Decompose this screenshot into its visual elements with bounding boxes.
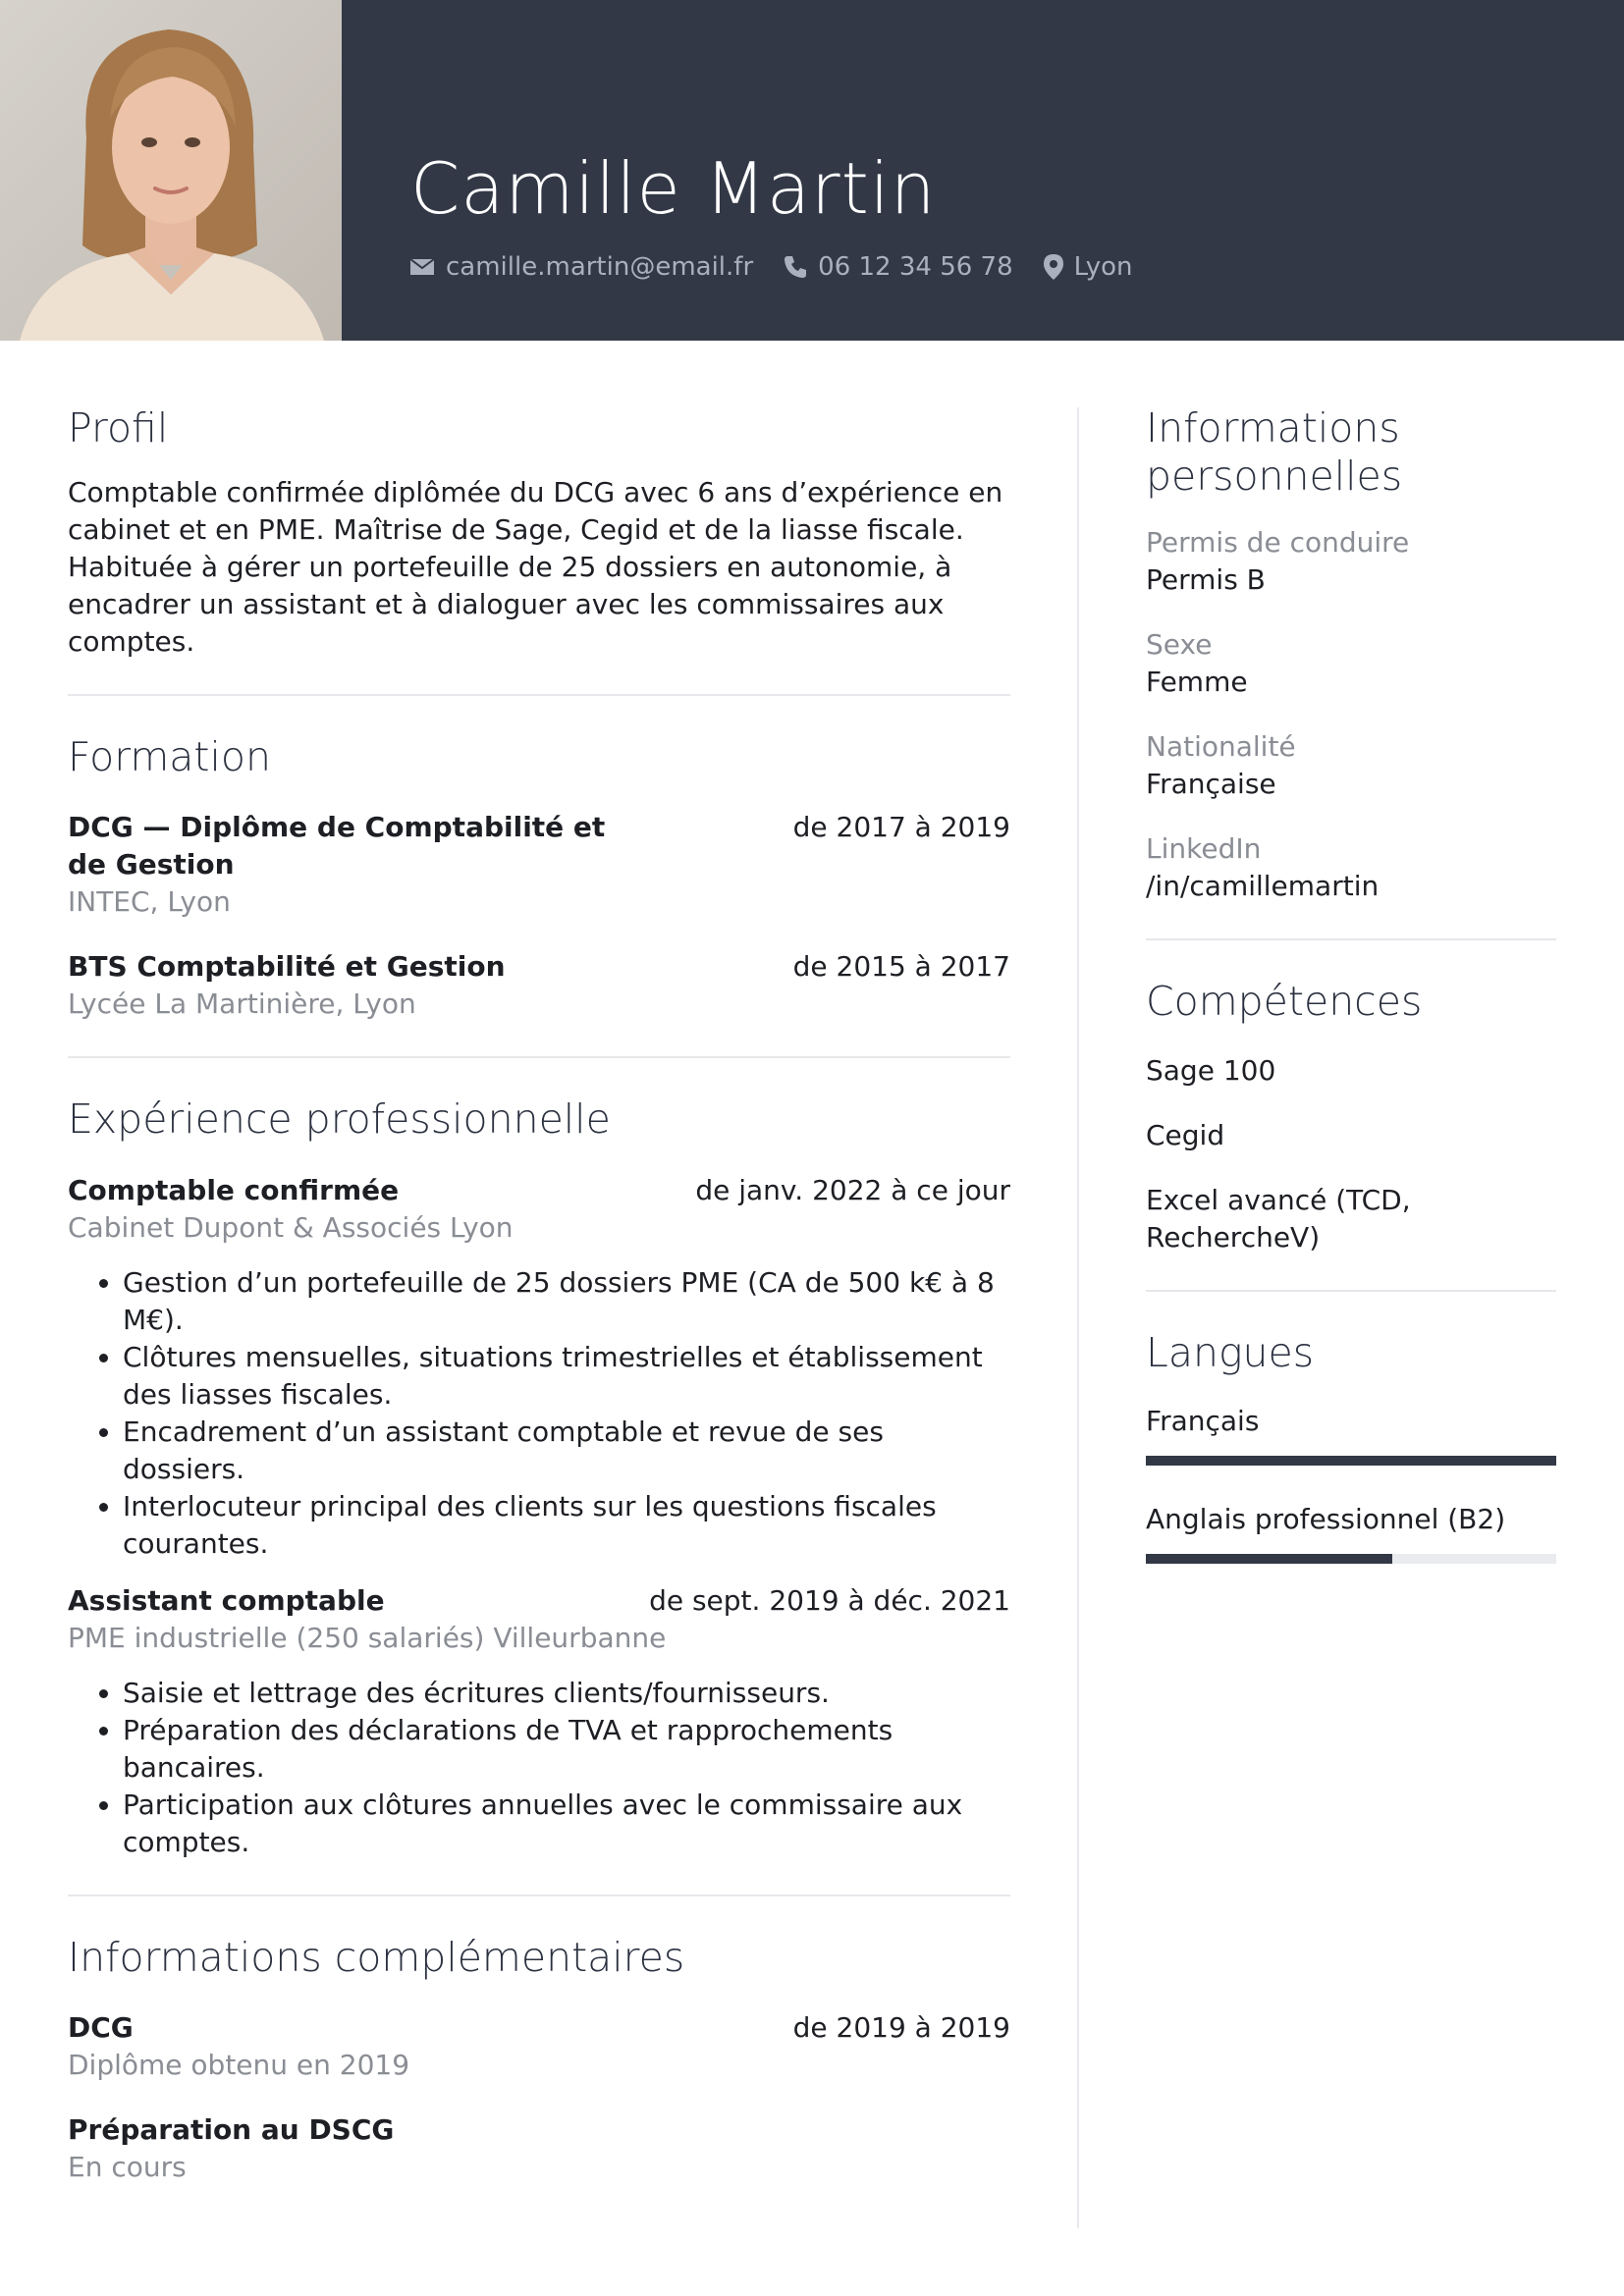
divider	[68, 1056, 1010, 1058]
section-title: Informations complémentaires	[68, 1933, 685, 1981]
field-value: Permis B	[1146, 563, 1266, 597]
main-column	[68, 404, 1010, 2186]
entry-sub: En cours	[68, 2150, 187, 2183]
section-title: Expérience professionnelle	[68, 1095, 611, 1144]
entry-place: Cabinet Dupont & Associés Lyon	[68, 1210, 514, 1244]
section-title: Formation	[68, 733, 271, 781]
contact-email[interactable]	[408, 252, 753, 282]
skill-item: Sage 100	[1146, 1053, 1276, 1087]
entry-place: Lycée La Martinière, Lyon	[68, 988, 416, 1021]
additional-item	[68, 2111, 1010, 2186]
phone-text: 06 12 34 56 78	[818, 252, 1013, 282]
language-name: Français	[1146, 1404, 1260, 1437]
list-item: • Clôtures mensuelles, situations trimestrielles et établissement des liasses fiscales.	[123, 1339, 1010, 1414]
experience-item	[68, 1172, 1010, 1563]
entry-title: Préparation au DSCG	[68, 2112, 395, 2146]
education-section	[68, 733, 1010, 1023]
bullet-list	[68, 1264, 1010, 1563]
entry-date: de 2017 à 2019	[792, 811, 1010, 844]
list-item: • Préparation des déclarations de TVA et rapprochements bancaires.	[123, 1712, 1010, 1787]
profile-section	[68, 404, 1010, 661]
personal-field	[1146, 524, 1556, 599]
skill-item: Excel avancé (TCD, RechercheV)	[1146, 1183, 1411, 1254]
personal-field	[1146, 626, 1556, 701]
field-label: LinkedIn	[1146, 832, 1262, 866]
language-level-fill	[1146, 1456, 1556, 1466]
list-item: • Saisie et lettrage des écritures clients/fournisseurs.	[123, 1675, 1010, 1712]
entry-title: DCG	[68, 2010, 134, 2044]
list-item: • Encadrement d’un assistant comptable et revue de ses dossiers.	[123, 1414, 1010, 1488]
divider	[1146, 1290, 1556, 1292]
entry-date: de sept. 2019 à déc. 2021	[649, 1583, 1010, 1617]
field-value: Française	[1146, 768, 1276, 801]
contact-info	[408, 252, 1163, 282]
bullet-list	[68, 1675, 1010, 1861]
field-label: Permis de conduire	[1146, 526, 1410, 560]
section-title: Langues	[1146, 1328, 1315, 1376]
languages-section	[1146, 1329, 1556, 1564]
divider	[68, 694, 1010, 696]
section-title: Compétences	[1146, 978, 1423, 1026]
entry-date: de janv. 2022 à ce jour	[695, 1173, 1010, 1206]
skill-item: Cegid	[1146, 1118, 1225, 1151]
entry-place: PME industrielle (250 salariés) Villeurbanne	[68, 1621, 667, 1654]
side-column	[1146, 404, 1556, 1564]
education-item	[68, 809, 1010, 921]
additional-item	[68, 2009, 1010, 2084]
section-title: Informations personnelles	[1146, 404, 1403, 501]
map-pin-icon	[1043, 253, 1064, 281]
header-banner	[342, 0, 1624, 341]
divider	[1146, 938, 1556, 940]
profile-text: Comptable confirmée diplômée du DCG avec 6 ans d’expérience en cabinet et en PME. Maîtrise de Sage, Cegid et de la liasse fiscale. Habituée à gérer un portefeuille de 25 dossiers en autonomie, à encadrer un assistant et à dialoguer avec les commissaires aux comptes.	[68, 476, 1003, 659]
personal-field	[1146, 728, 1556, 803]
personal-section	[1146, 404, 1556, 905]
profile-photo	[0, 0, 342, 341]
email-text: camille.martin@email.fr	[446, 252, 754, 282]
list-item: • Gestion d’un portefeuille de 25 dossiers PME (CA de 500 k€ à 8 M€).	[123, 1264, 1010, 1339]
education-item	[68, 948, 1010, 1023]
additional-section	[68, 1934, 1010, 2186]
language-name: Anglais professionnel (B2)	[1146, 1502, 1506, 1535]
divider	[68, 1895, 1010, 1896]
personal-field	[1146, 830, 1556, 905]
field-label: Sexe	[1146, 628, 1213, 662]
field-value: Femme	[1146, 666, 1248, 699]
language-level-bar	[1146, 1456, 1556, 1466]
entry-date: de 2019 à 2019	[792, 2010, 1010, 2044]
linkedin-link[interactable]: /in/camillemartin	[1146, 870, 1380, 903]
entry-title: Comptable confirmée	[68, 1173, 400, 1206]
language-item	[1146, 1403, 1556, 1466]
language-item	[1146, 1501, 1556, 1564]
entry-place: INTEC, Lyon	[68, 885, 231, 919]
field-label: Nationalité	[1146, 730, 1296, 764]
phone-icon	[783, 254, 808, 280]
language-level-fill	[1146, 1554, 1392, 1564]
entry-sub: Diplôme obtenu en 2019	[68, 2048, 410, 2081]
entry-date: de 2015 à 2017	[792, 950, 1010, 984]
location-text: Lyon	[1073, 252, 1133, 282]
language-level-bar	[1146, 1554, 1556, 1564]
entry-title: DCG — Diplôme de Comptabilité et de Gestion	[68, 811, 606, 881]
candidate-name: Camille Martin	[410, 147, 937, 230]
section-title: Profil	[68, 404, 169, 452]
contact-phone[interactable]	[783, 252, 1012, 282]
envelope-icon	[408, 256, 436, 278]
entry-title: BTS Comptabilité et Gestion	[68, 950, 506, 984]
list-item: • Interlocuteur principal des clients sur les questions fiscales courantes.	[123, 1488, 1010, 1563]
entry-title: Assistant comptable	[68, 1583, 385, 1617]
column-divider	[1077, 407, 1079, 2228]
contact-location	[1043, 252, 1133, 282]
skills-section	[1146, 978, 1556, 1255]
list-item: • Participation aux clôtures annuelles avec le commissaire aux comptes.	[123, 1787, 1010, 1861]
header	[0, 0, 1624, 341]
experience-section	[68, 1095, 1010, 1860]
experience-item	[68, 1582, 1010, 1861]
